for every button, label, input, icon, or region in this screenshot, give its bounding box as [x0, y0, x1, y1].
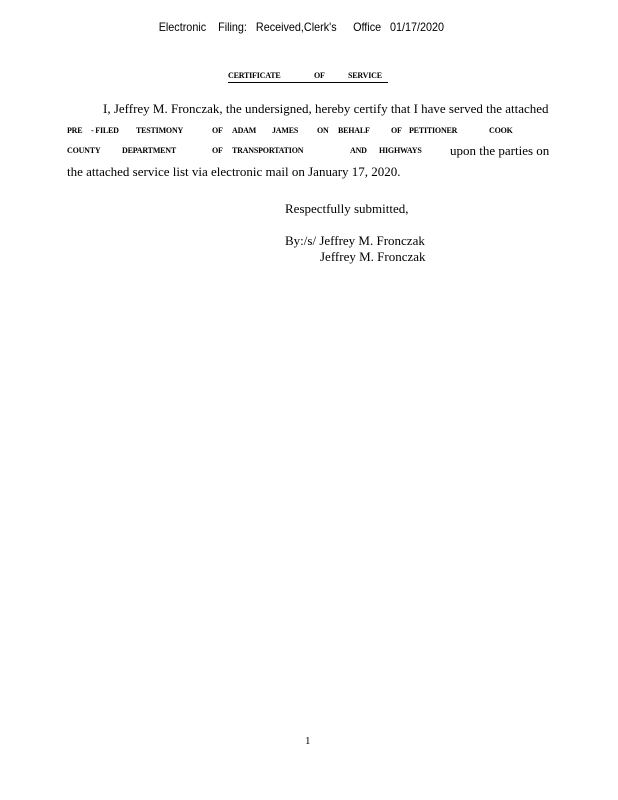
certification-line-1: I, Jeffrey M. Fronczak, the undersigned, hereby certify that I have served the attached [103, 101, 549, 116]
header-word: Electronic [158, 20, 207, 34]
document-title [228, 71, 388, 83]
caps-word: DEPARTMENT [122, 146, 177, 155]
caps-word: TRANSPORTATION [232, 146, 304, 155]
caps-word: OF [212, 146, 223, 155]
signature-name: Jeffrey M. Fronczak [320, 249, 426, 264]
caps-word: TESTIMONY [136, 126, 184, 135]
header-word: Received,Clerk's [255, 20, 337, 34]
caps-word: OF [391, 126, 402, 135]
caps-word: OF [212, 126, 223, 135]
caps-word: COUNTY [67, 146, 101, 155]
title-word: CERTIFICATE [228, 71, 281, 80]
certification-line-2-tail: upon the parties on [450, 143, 550, 158]
caps-word: COOK [489, 126, 513, 135]
header-word: Filing: [218, 20, 247, 34]
page-number: 1 [305, 735, 311, 747]
header-word: 01/17/2020 [389, 20, 445, 34]
caps-word: ADAM [232, 126, 257, 135]
closing: Respectfully submitted, [285, 201, 409, 216]
title-word: SERVICE [348, 71, 382, 80]
caps-word: PRE [67, 126, 83, 135]
signature-by-line: By:/s/ Jeffrey M. Fronczak [285, 233, 425, 248]
caps-word: BEHALF [338, 126, 370, 135]
caps-word: - FILED [91, 126, 119, 135]
certification-line-3: the attached service list via electronic mail on January 17, 2020. [67, 164, 401, 179]
caps-word: PETITIONER [409, 126, 458, 135]
caps-word: ON [317, 126, 329, 135]
caps-word: JAMES [272, 126, 299, 135]
caps-word: HIGHWAYS [379, 146, 422, 155]
title-word: OF [314, 71, 325, 80]
caps-word: AND [350, 146, 367, 155]
header-word: Office [353, 20, 382, 34]
